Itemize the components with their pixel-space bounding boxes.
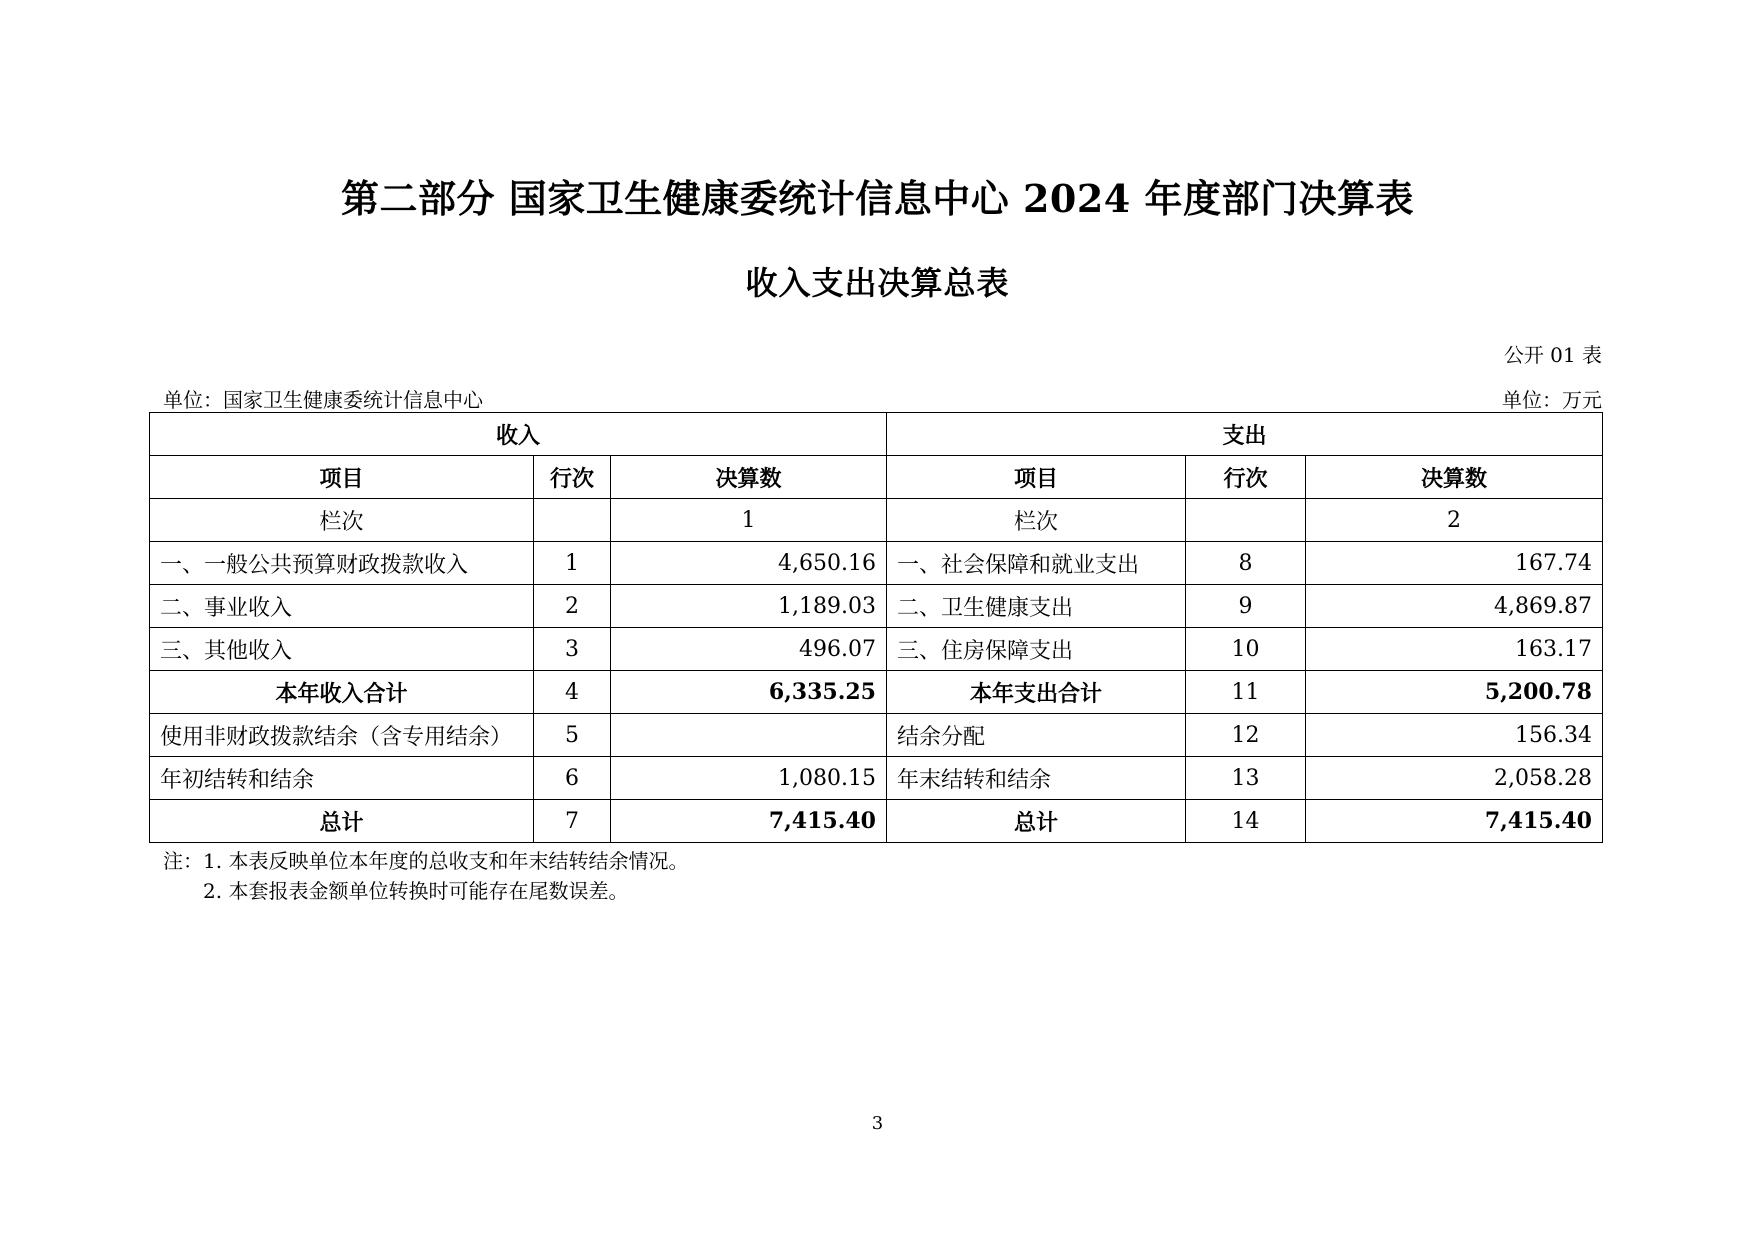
- expense-index-blank: [1186, 499, 1306, 542]
- table-row: [150, 628, 1603, 671]
- income-index-label: 栏次: [150, 499, 534, 542]
- table-row: [150, 585, 1603, 628]
- expense-item: 一、社会保障和就业支出: [887, 542, 1186, 585]
- subtotal-row: [150, 671, 1603, 714]
- expense-line: 13: [1186, 757, 1306, 800]
- expense-index-label: 栏次: [887, 499, 1186, 542]
- expense-line: 8: [1186, 542, 1306, 585]
- expense-item: 结余分配: [887, 714, 1186, 757]
- income-col-line: 行次: [534, 456, 611, 499]
- column-index-row: [150, 499, 1603, 542]
- income-amount: 7,415.40: [611, 800, 887, 843]
- total-row: [150, 800, 1603, 843]
- note-2: 2. 本套报表金额单位转换时可能存在尾数误差。: [203, 879, 629, 903]
- expense-amount: 5,200.78: [1306, 671, 1603, 714]
- unit-currency: 单位：万元: [1502, 388, 1602, 412]
- income-index-value: 1: [611, 499, 887, 542]
- income-index-blank: [534, 499, 611, 542]
- expense-index-value: 2: [1306, 499, 1603, 542]
- table-notes: [163, 846, 688, 906]
- income-header: 收入: [150, 413, 887, 456]
- section-header-row: [150, 413, 1603, 456]
- income-expense-table: [149, 412, 1603, 843]
- expense-amount: 167.74: [1306, 542, 1603, 585]
- expense-col-amount: 决算数: [1306, 456, 1603, 499]
- table-row: [150, 757, 1603, 800]
- income-item: 总计: [150, 800, 534, 843]
- expense-amount: 2,058.28: [1306, 757, 1603, 800]
- income-col-item: 项目: [150, 456, 534, 499]
- income-item: 一、一般公共预算财政拨款收入: [150, 542, 534, 585]
- table-row: [150, 542, 1603, 585]
- column-header-row: [150, 456, 1603, 499]
- expense-item: 三、住房保障支出: [887, 628, 1186, 671]
- income-line: 5: [534, 714, 611, 757]
- expense-item: 本年支出合计: [887, 671, 1186, 714]
- form-code: 公开 01 表: [1503, 343, 1602, 367]
- unit-organization: 单位：国家卫生健康委统计信息中心: [163, 388, 483, 412]
- income-item: 本年收入合计: [150, 671, 534, 714]
- income-item: 使用非财政拨款结余（含专用结余）: [150, 714, 534, 757]
- note-1: 注：1. 本表反映单位本年度的总收支和年末结转结余情况。: [163, 849, 689, 873]
- expense-amount: 4,869.87: [1306, 585, 1603, 628]
- expense-item: 年末结转和结余: [887, 757, 1186, 800]
- expense-item: 总计: [887, 800, 1186, 843]
- expense-line: 9: [1186, 585, 1306, 628]
- table-row: [150, 714, 1603, 757]
- expense-amount: 156.34: [1306, 714, 1603, 757]
- income-line: 6: [534, 757, 611, 800]
- page-title: 第二部分 国家卫生健康委统计信息中心 2024 年度部门决算表: [341, 176, 1414, 221]
- income-amount: 6,335.25: [611, 671, 887, 714]
- income-item: 三、其他收入: [150, 628, 534, 671]
- expense-line: 11: [1186, 671, 1306, 714]
- income-line: 4: [534, 671, 611, 714]
- table-title: 收入支出决算总表: [745, 264, 1010, 302]
- expense-line: 12: [1186, 714, 1306, 757]
- income-amount: 1,080.15: [611, 757, 887, 800]
- income-amount: [611, 714, 887, 757]
- expense-amount: 163.17: [1306, 628, 1603, 671]
- expense-col-item: 项目: [887, 456, 1186, 499]
- income-line: 7: [534, 800, 611, 843]
- expense-line: 10: [1186, 628, 1306, 671]
- income-line: 1: [534, 542, 611, 585]
- expense-col-line: 行次: [1186, 456, 1306, 499]
- income-amount: 4,650.16: [611, 542, 887, 585]
- income-amount: 496.07: [611, 628, 887, 671]
- expense-item: 二、卫生健康支出: [887, 585, 1186, 628]
- income-item: 二、事业收入: [150, 585, 534, 628]
- expense-amount: 7,415.40: [1306, 800, 1603, 843]
- income-line: 2: [534, 585, 611, 628]
- page-number: 3: [871, 1113, 884, 1134]
- income-item: 年初结转和结余: [150, 757, 534, 800]
- income-col-amount: 决算数: [611, 456, 887, 499]
- income-amount: 1,189.03: [611, 585, 887, 628]
- expense-header: 支出: [887, 413, 1603, 456]
- income-line: 3: [534, 628, 611, 671]
- expense-line: 14: [1186, 800, 1306, 843]
